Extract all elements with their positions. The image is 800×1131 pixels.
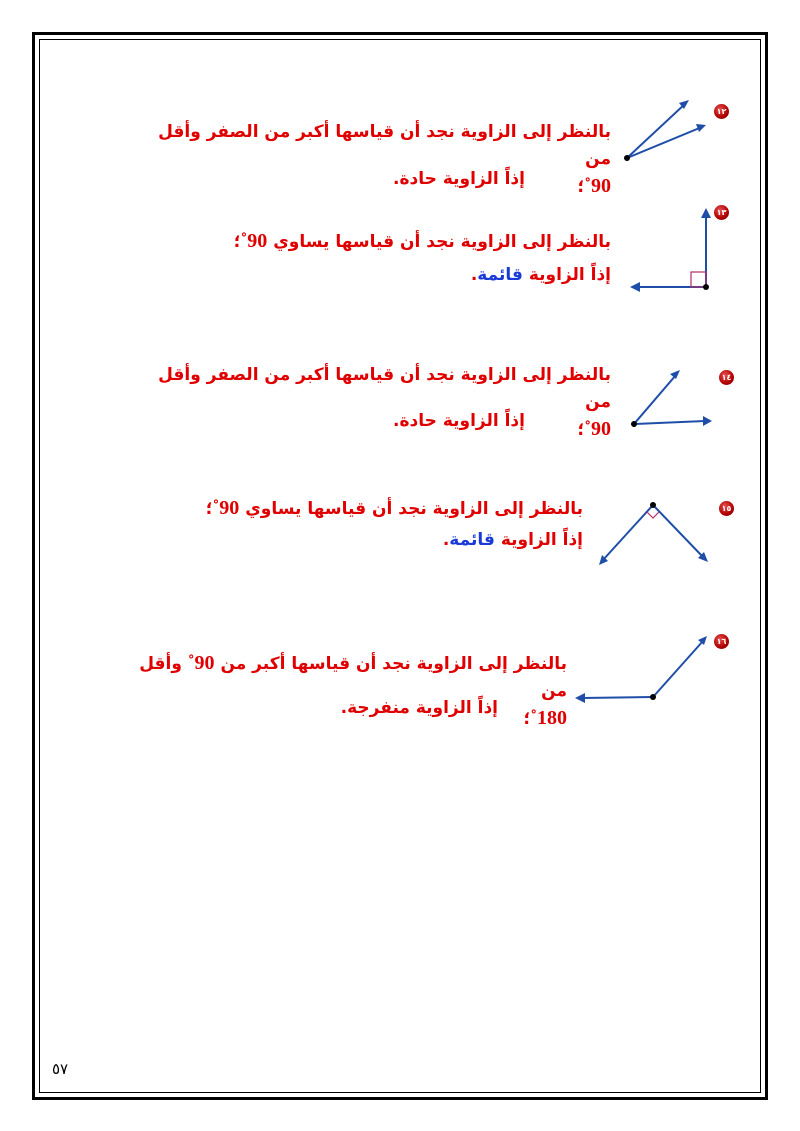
exercise-line-1 xyxy=(127,650,567,705)
separator: ؛ xyxy=(205,499,213,519)
angle-value: 90˚ xyxy=(584,175,611,197)
page-number: ٥٧ xyxy=(52,1060,69,1078)
angle-type: قائمة xyxy=(477,265,523,285)
statement-text: بالنظر إلى الزاوية نجد أن قياسها يساوي xyxy=(245,499,583,519)
exercise-number-badge: ١٥ xyxy=(719,501,734,516)
clipped-line xyxy=(178,698,498,718)
angle-value: 90˚ xyxy=(240,230,268,252)
clipped-text: إذاً الزاوية منفرجة. xyxy=(340,698,498,718)
exercise-number-badge: ١٣ xyxy=(714,205,729,220)
full-stop: . xyxy=(442,530,450,550)
exercise-number-badge: ١٤ xyxy=(719,370,734,385)
angle-type: قائمة xyxy=(449,530,495,550)
exercise-text xyxy=(127,650,567,733)
statement-text: بالنظر إلى الزاوية نجد أن قياسها يساوي xyxy=(273,232,611,252)
separator: ؛ xyxy=(233,232,241,252)
conclusion-prefix: إذاً الزاوية xyxy=(528,265,611,285)
clipped-text: إذاً الزاوية حادة. xyxy=(393,169,525,189)
angle-value: 90˚ xyxy=(212,497,240,519)
angle-value: 180˚ xyxy=(530,707,567,729)
angle-value: 90˚ xyxy=(187,652,215,674)
conclusion-prefix: إذاً الزاوية xyxy=(500,530,583,550)
separator: ؛ xyxy=(577,420,585,440)
exercise-line-1: بالنظر إلى الزاوية نجد أن قياسها أكبر من الصفر وأقل من xyxy=(158,122,611,169)
full-stop: . xyxy=(470,265,478,285)
exercise-number-badge: ١٦ xyxy=(714,634,729,649)
exercise-line-1: بالنظر إلى الزاوية نجد أن قياسها أكبر من الصفر وأقل من xyxy=(158,365,611,412)
statement-text: بالنظر إلى الزاوية نجد أن قياسها أكبر من xyxy=(220,654,567,674)
clipped-text: إذاً الزاوية حادة. xyxy=(393,411,525,431)
angle-value: 90˚ xyxy=(584,418,611,440)
separator: ؛ xyxy=(577,177,585,197)
exercise-number-badge: ١٢ xyxy=(714,104,729,119)
separator: ؛ xyxy=(523,709,531,729)
statement-text: وأقل من xyxy=(139,654,567,701)
